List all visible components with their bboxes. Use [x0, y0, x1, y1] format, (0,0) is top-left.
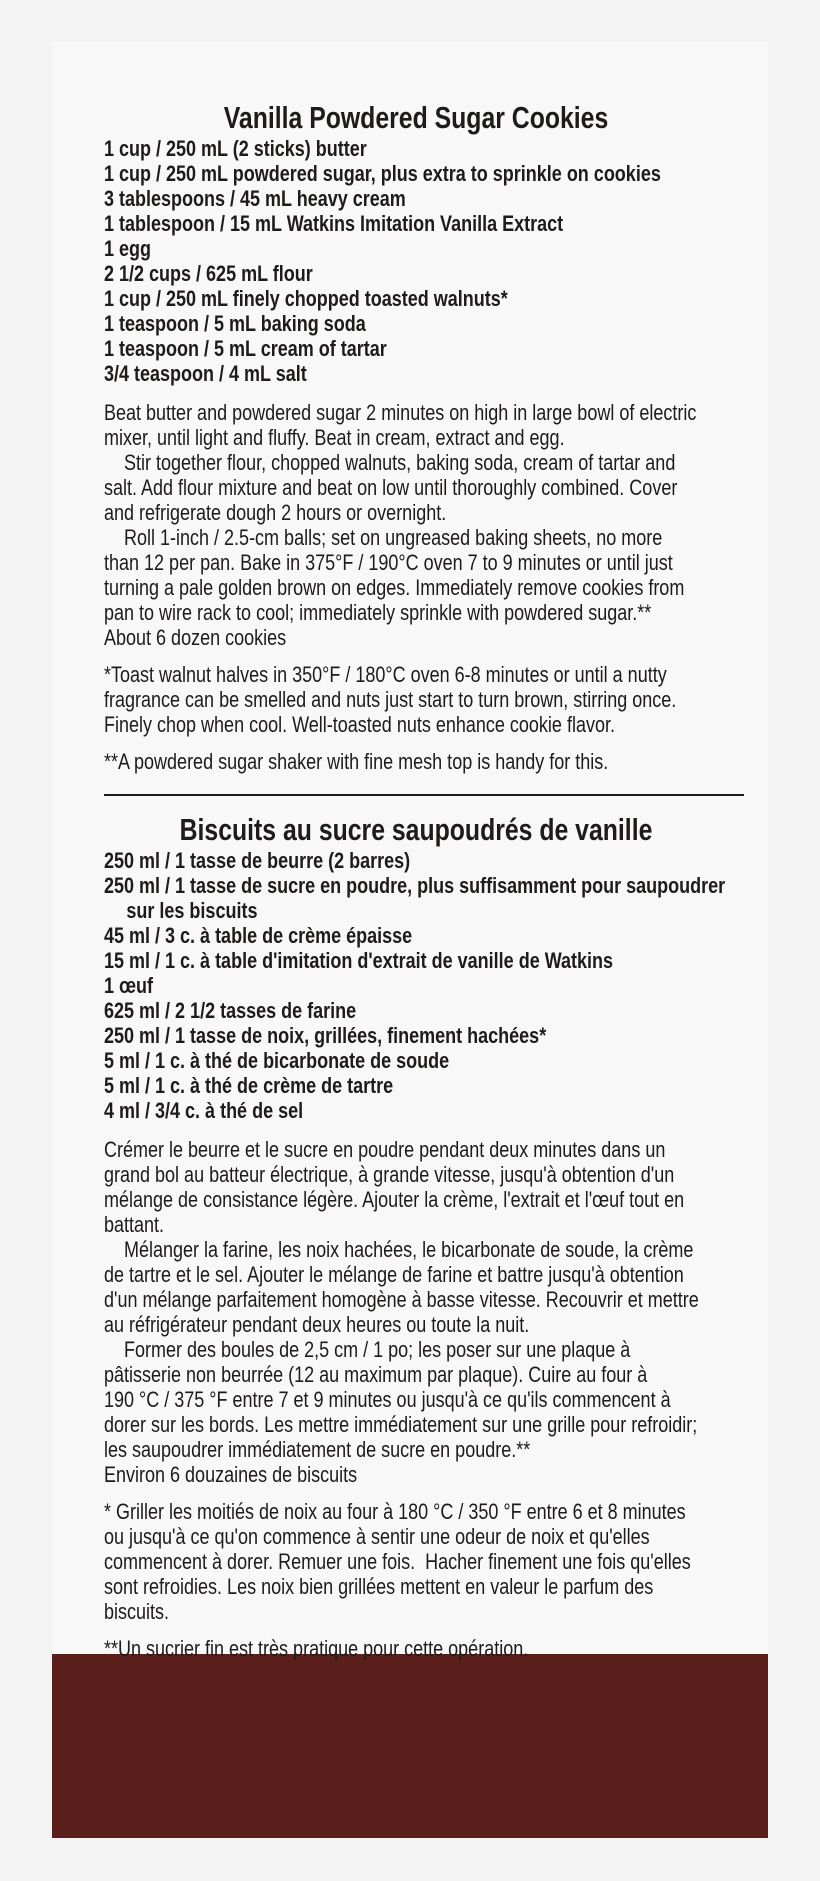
footnote [104, 1499, 712, 1624]
ingredient-item: 1 egg [104, 236, 152, 261]
text-line: *Toast walnut halves in 350°F / 180°C oven 6-8 minutes or until a nutty [104, 662, 667, 687]
spacer [104, 1624, 712, 1636]
ingredient-item: 1 teaspoon / 5 mL baking soda [104, 311, 366, 336]
text-line: sont refroidies. Les noix bien grillées mettent en valeur le parfum des [104, 1574, 654, 1599]
ingredient-item: 1 cup / 250 mL finely chopped toasted walnuts* [104, 286, 508, 311]
text-line: Mélanger la farine, les noix hachées, le bicarbonate de soude, la crème [104, 1237, 694, 1262]
directions-text [104, 400, 712, 650]
text-line: than 12 per pan. Bake in 375°F / 190°C oven 7 to 9 minutes or until just [104, 550, 673, 575]
text-line: Beat butter and powdered sugar 2 minutes on high in large bowl of electric [104, 400, 697, 425]
text-line: **A powdered sugar shaker with fine mesh top is handy for this. [104, 749, 609, 774]
ingredient-item: 250 ml / 1 tasse de sucre en poudre, plus suffisamment pour saupoudrer [104, 873, 726, 898]
ingredient-item: 45 ml / 3 c. à table de crème épaisse [104, 923, 413, 948]
ingredient-item: 1 œuf [104, 973, 153, 998]
text-line: de tartre et le sel. Ajouter le mélange de farine et battre jusqu'à obtention [104, 1262, 684, 1287]
ingredient-item: 3 tablespoons / 45 mL heavy cream [104, 186, 406, 211]
brown-band [52, 1654, 768, 1838]
ingredient-item: 2 1/2 cups / 625 mL flour [104, 261, 313, 286]
text-line: Roll 1-inch / 2.5-cm balls; set on ungreased baking sheets, no more [104, 525, 663, 550]
text-line: salt. Add flour mixture and beat on low until thoroughly combined. Cover [104, 475, 678, 500]
directions-text [104, 1137, 712, 1487]
spacer [104, 1487, 712, 1499]
text-line: ou jusqu'à ce qu'on commence à sentir une odeur de noix et qu'elles [104, 1524, 650, 1549]
ingredient-item: 5 ml / 1 c. à thé de bicarbonate de soude [104, 1048, 450, 1073]
ingredient-item: 1 cup / 250 mL (2 sticks) butter [104, 136, 367, 161]
text-line: Stir together flour, chopped walnuts, baking soda, cream of tartar and [104, 450, 676, 475]
ingredient-item: 1 teaspoon / 5 mL cream of tartar [104, 336, 387, 361]
text-line: 190 °C / 375 °F entre 7 et 9 minutes ou jusqu'à ce qu'ils commencent à [104, 1387, 671, 1412]
footnote [104, 662, 712, 737]
spacer [104, 386, 712, 400]
ingredient-item: 250 ml / 1 tasse de noix, grillées, finement hachées* [104, 1023, 547, 1048]
footnote [104, 749, 712, 774]
text-line: au réfrigérateur pendant deux heures ou toute la nuit. [104, 1312, 530, 1337]
text-line: biscuits. [104, 1599, 170, 1624]
text-line: pan to wire rack to cool; immediately sprinkle with powdered sugar.** [104, 600, 652, 625]
text-line: * Griller les moitiés de noix au four à 180 °C / 350 °F entre 6 et 8 minutes [104, 1499, 686, 1524]
text-line: **Un sucrier fin est très pratique pour cette opération. [104, 1636, 529, 1661]
text-line: and refrigerate dough 2 hours or overnight. [104, 500, 447, 525]
ingredient-item: 3/4 teaspoon / 4 mL salt [104, 361, 307, 386]
ingredient-list [104, 136, 712, 386]
ingredient-item: 15 ml / 1 c. à table d'imitation d'extrait de vanille de Watkins [104, 948, 614, 973]
text-line: About 6 dozen cookies [104, 625, 287, 650]
text-line: turning a pale golden brown on edges. Immediately remove cookies from [104, 575, 685, 600]
text-line: mixer, until light and fluffy. Beat in cream, extract and egg. [104, 425, 565, 450]
ingredient-item: sur les biscuits [126, 898, 258, 923]
text-line: battant. [104, 1212, 165, 1237]
recipe-content [104, 100, 726, 1661]
recipe-title: Biscuits au sucre saupoudrés de vanille [179, 812, 653, 847]
text-line: grand bol au batteur électrique, à grande vitesse, jusqu'à obtention d'un [104, 1162, 675, 1187]
ingredient-item: 250 ml / 1 tasse de beurre (2 barres) [104, 848, 411, 873]
spacer [104, 737, 712, 749]
ingredient-item: 5 ml / 1 c. à thé de crème de tartre [104, 1073, 394, 1098]
text-line: Environ 6 douzaines de biscuits [104, 1462, 358, 1487]
footnote [104, 1636, 712, 1661]
text-line: pâtisserie non beurrée (12 au maximum par plaque). Cuire au four à [104, 1362, 648, 1387]
spacer [104, 774, 712, 812]
section-divider [104, 794, 744, 796]
ingredient-item: 1 cup / 250 mL powdered sugar, plus extra to sprinkle on cookies [104, 161, 661, 186]
ingredient-list [104, 848, 726, 1123]
text-line: d'un mélange parfaitement homogène à basse vitesse. Recouvrir et mettre [104, 1287, 699, 1312]
text-line: dorer sur les bords. Les mettre immédiatement sur une grille pour refroidir; [104, 1412, 698, 1437]
ingredient-item: 1 tablespoon / 15 mL Watkins Imitation Vanilla Extract [104, 211, 564, 236]
ingredient-item: 625 ml / 2 1/2 tasses de farine [104, 998, 357, 1023]
text-line: Crémer le beurre et le sucre en poudre pendant deux minutes dans un [104, 1137, 666, 1162]
spacer [104, 1123, 712, 1137]
ingredient-item: 4 ml / 3/4 c. à thé de sel [104, 1098, 304, 1123]
text-line: Former des boules de 2,5 cm / 1 po; les poser sur une plaque à [104, 1337, 631, 1362]
spacer [104, 650, 712, 662]
text-line: commencent à dorer. Remuer une fois. Hacher finement une fois qu'elles [104, 1549, 691, 1574]
text-line: les saupoudrer immédiatement de sucre en poudre.** [104, 1437, 531, 1462]
recipe-title: Vanilla Powdered Sugar Cookies [223, 100, 609, 135]
text-line: Finely chop when cool. Well-toasted nuts enhance cookie flavor. [104, 712, 615, 737]
text-line: fragrance can be smelled and nuts just start to turn brown, stirring once. [104, 687, 677, 712]
text-line: mélange de consistance légère. Ajouter la crème, l'extrait et l'œuf tout en [104, 1187, 685, 1212]
